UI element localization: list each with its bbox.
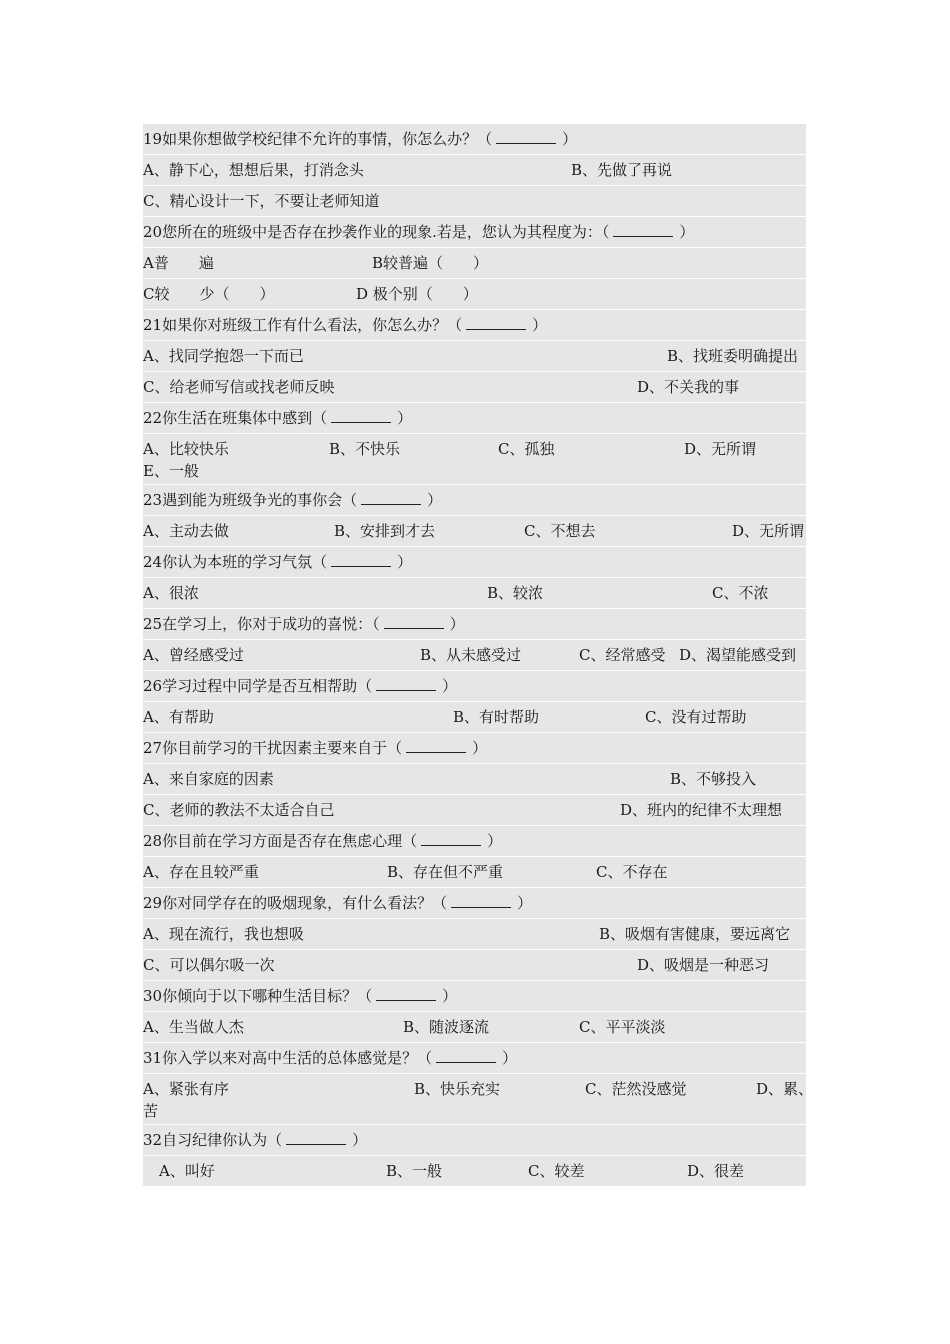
options-row: [143, 640, 806, 670]
option: B、不够投入: [670, 770, 757, 788]
option: C、老师的教法不太适合自己: [143, 801, 335, 819]
option: C、不浓: [712, 584, 769, 602]
options-row: [143, 578, 806, 608]
answer-blank[interactable]: [286, 1130, 346, 1145]
question-number: 28: [143, 832, 163, 850]
option: A、找同学抱怨一下而已: [143, 347, 304, 365]
options-row: [143, 434, 806, 484]
question-number: 31: [143, 1049, 163, 1067]
question-number: 20: [143, 223, 163, 241]
option: B、存在但不严重: [387, 863, 504, 881]
question-26: 26学习过程中同学是否互相帮助（ ）: [143, 671, 806, 701]
question-stem: 遇到能为班级争光的事你会（: [162, 491, 358, 509]
question-stem: 你认为本班的学习气氛（: [162, 553, 328, 571]
options-row: [143, 279, 806, 309]
option: C、不想去: [524, 522, 596, 540]
option: B、先做了再说: [571, 161, 673, 179]
option: A、有帮助: [143, 708, 214, 726]
options-row: [143, 857, 806, 887]
option: C、茫然没感觉: [585, 1080, 687, 1098]
option: A、存在且较严重: [143, 863, 259, 881]
question-number: 25: [143, 615, 163, 633]
option: D、吸烟是一种恶习: [637, 956, 770, 974]
options-row: [143, 1156, 806, 1186]
question-28: 28你目前在学习方面是否存在焦虑心理（ ）: [143, 826, 806, 856]
options-row: [143, 248, 806, 278]
option: 苦: [143, 1102, 159, 1120]
question-number: 19: [143, 130, 163, 148]
option: D 极个别（ ）: [356, 285, 478, 303]
question-stem: 您所在的班级中是否存在抄袭作业的现象.若是，您认为其程度为：（: [162, 223, 610, 241]
option: A、叫好: [159, 1162, 215, 1180]
options-row: [143, 764, 806, 794]
option: D、累、: [756, 1080, 814, 1098]
question-stem: 你倾向于以下哪种生活目标？（: [162, 987, 373, 1005]
options-row: [143, 155, 806, 185]
option: E、一般: [143, 462, 199, 480]
option: D、不关我的事: [637, 378, 740, 396]
options-row: [143, 950, 806, 980]
option: A、比较快乐: [143, 440, 229, 458]
option: A、很浓: [143, 584, 199, 602]
answer-blank[interactable]: [451, 893, 511, 908]
options-row: [143, 795, 806, 825]
question-number: 32: [143, 1131, 163, 1149]
option: B、随波逐流: [403, 1018, 490, 1036]
question-number: 30: [143, 987, 163, 1005]
question-stem: 你入学以来对高中生活的总体感觉是？（: [162, 1049, 433, 1067]
question-stem: 你目前在学习方面是否存在焦虑心理（: [162, 832, 418, 850]
options-row: [143, 372, 806, 402]
options-row: [143, 919, 806, 949]
question-number: 24: [143, 553, 163, 571]
question-27: 27你目前学习的干扰因素主要来自于（ ）: [143, 733, 806, 763]
option: B、从未感受过: [420, 646, 522, 664]
option: B、不快乐: [329, 440, 401, 458]
question-number: 29: [143, 894, 163, 912]
question-32: 32自习纪律你认为（ ）: [143, 1125, 806, 1155]
option: A、静下心，想想后果，打消念头: [143, 161, 364, 179]
option: C、给老师写信或找老师反映: [143, 378, 335, 396]
question-stem: 你对同学存在的吸烟现象，有什么看法？（: [162, 894, 448, 912]
option: C、不存在: [596, 863, 668, 881]
question-stem: 如果你想做学校纪律不允许的事情，你怎么办？（: [162, 130, 493, 148]
option: C、较差: [528, 1162, 585, 1180]
option: D、很差: [687, 1162, 745, 1180]
question-stem: 在学习上，你对于成功的喜悦：（: [162, 615, 380, 633]
answer-blank[interactable]: [436, 1048, 496, 1063]
question-stem: 你生活在班集体中感到（: [162, 409, 328, 427]
option: D、无所谓: [684, 440, 757, 458]
question-29: 29你对同学存在的吸烟现象，有什么看法？（ ）: [143, 888, 806, 918]
answer-blank[interactable]: [613, 222, 673, 237]
question-19: 19如果你想做学校纪律不允许的事情，你怎么办？（ ）: [143, 124, 806, 154]
options-row: [143, 1012, 806, 1042]
answer-blank[interactable]: [361, 490, 421, 505]
options-row: [143, 186, 806, 216]
question-number: 26: [143, 677, 163, 695]
option: A、现在流行，我也想吸: [143, 925, 304, 943]
question-stem: 如果你对班级工作有什么看法，你怎么办？（: [162, 316, 463, 334]
option: A、曾经感受过: [143, 646, 244, 664]
options-row: [143, 1074, 814, 1124]
options-row: [143, 702, 806, 732]
questionnaire: [143, 124, 814, 1187]
option: D、渴望能感受到: [679, 646, 797, 664]
question-20: 20您所在的班级中是否存在抄袭作业的现象.若是，您认为其程度为：（ ）: [143, 217, 806, 247]
question-number: 22: [143, 409, 163, 427]
answer-blank[interactable]: [496, 129, 556, 144]
option: C较 少（ ）: [143, 285, 275, 303]
question-23: 23遇到能为班级争光的事你会（ ）: [143, 485, 806, 515]
option: D、无所谓: [732, 522, 805, 540]
option: C、孤独: [498, 440, 555, 458]
option: B、较浓: [487, 584, 544, 602]
option: C、没有过帮助: [645, 708, 747, 726]
option: B较普遍（ ）: [372, 254, 489, 272]
answer-blank[interactable]: [376, 986, 436, 1001]
option: A普 遍: [143, 254, 214, 272]
question-number: 27: [143, 739, 163, 757]
question-24: 24你认为本班的学习气氛（ ）: [143, 547, 806, 577]
option: D、班内的纪律不太理想: [620, 801, 783, 819]
option: C、可以偶尔吸一次: [143, 956, 275, 974]
options-row: [143, 341, 806, 371]
options-row: [143, 516, 806, 546]
question-30: 30你倾向于以下哪种生活目标？（ ）: [143, 981, 806, 1011]
option: B、吸烟有害健康，要远离它: [599, 925, 791, 943]
option: A、生当做人杰: [143, 1018, 244, 1036]
answer-blank[interactable]: [466, 315, 526, 330]
option: C、精心设计一下，不要让老师知道: [143, 192, 380, 210]
question-21: 21如果你对班级工作有什么看法，你怎么办？（ ）: [143, 310, 806, 340]
option: B、找班委明确提出: [667, 347, 799, 365]
answer-blank[interactable]: [376, 676, 436, 691]
answer-blank[interactable]: [421, 831, 481, 846]
option: A、主动去做: [143, 522, 229, 540]
question-stem: 自习纪律你认为（: [162, 1131, 283, 1149]
answer-blank[interactable]: [384, 614, 444, 629]
question-stem: 你目前学习的干扰因素主要来自于（: [162, 739, 403, 757]
option: A、来自家庭的因素: [143, 770, 274, 788]
answer-blank[interactable]: [406, 738, 466, 753]
option: C、经常感受: [579, 646, 666, 664]
answer-blank[interactable]: [331, 408, 391, 423]
question-number: 21: [143, 316, 163, 334]
option: A、紧张有序: [143, 1080, 229, 1098]
answer-blank[interactable]: [331, 552, 391, 567]
option: B、安排到才去: [334, 522, 436, 540]
question-25: 25在学习上，你对于成功的喜悦：（ ）: [143, 609, 806, 639]
option: B、快乐充实: [414, 1080, 501, 1098]
option: B、有时帮助: [453, 708, 540, 726]
question-22: 22你生活在班集体中感到（ ）: [143, 403, 806, 433]
question-number: 23: [143, 491, 163, 509]
option: B、一般: [386, 1162, 443, 1180]
question-stem: 学习过程中同学是否互相帮助（: [162, 677, 373, 695]
question-31: 31你入学以来对高中生活的总体感觉是？（ ）: [143, 1043, 806, 1073]
option: C、平平淡淡: [579, 1018, 666, 1036]
